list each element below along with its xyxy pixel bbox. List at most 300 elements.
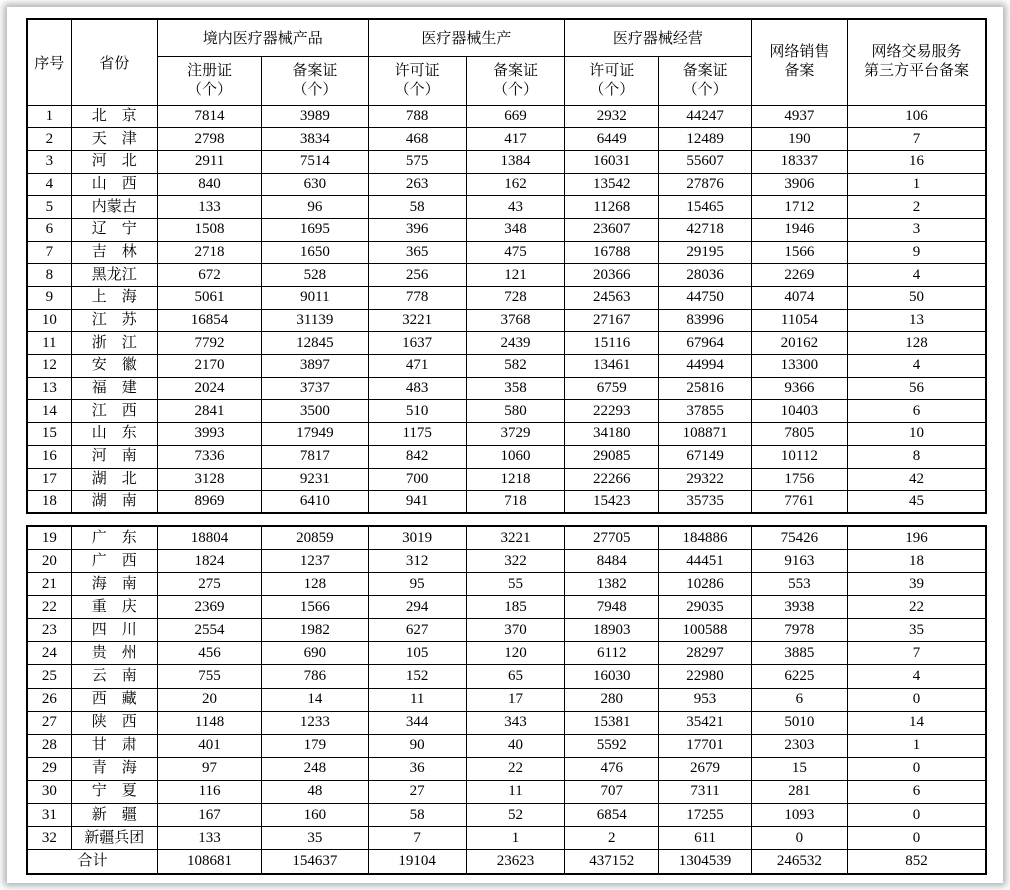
row-number-cell: 25 [27, 665, 71, 688]
value-cell: 582 [466, 355, 564, 378]
value-cell: 133 [157, 196, 261, 219]
province-cell: 安 徽 [71, 355, 157, 378]
value-cell: 29322 [659, 468, 751, 491]
value-cell: 27705 [565, 526, 659, 549]
province-cell: 西 藏 [71, 688, 157, 711]
value-cell: 2 [565, 827, 659, 850]
table-row [27, 423, 986, 446]
value-cell: 36 [368, 757, 466, 780]
table-row [27, 332, 986, 355]
value-cell: 3768 [466, 309, 564, 332]
row-number-cell: 13 [27, 377, 71, 400]
row-number-cell: 21 [27, 573, 71, 596]
value-cell: 10403 [751, 400, 847, 423]
value-cell: 120 [466, 642, 564, 665]
value-cell: 44750 [659, 287, 751, 310]
province-cell: 陕 西 [71, 711, 157, 734]
value-cell: 128 [848, 332, 987, 355]
total-row [27, 850, 986, 874]
value-cell: 52 [466, 804, 564, 827]
value-cell: 45 [848, 491, 987, 514]
value-cell: 4 [848, 264, 987, 287]
value-cell: 22 [466, 757, 564, 780]
value-cell: 43 [466, 196, 564, 219]
table-row [27, 827, 986, 850]
value-cell: 1946 [751, 218, 847, 241]
value-cell: 669 [466, 105, 564, 128]
value-cell: 2369 [157, 596, 261, 619]
value-cell: 50 [848, 287, 987, 310]
value-cell: 1637 [368, 332, 466, 355]
value-cell: 3885 [751, 642, 847, 665]
value-cell: 1384 [466, 150, 564, 173]
table-row [27, 218, 986, 241]
value-cell: 1756 [751, 468, 847, 491]
value-cell: 22 [847, 596, 986, 619]
province-cell: 湖 南 [71, 491, 157, 514]
value-cell: 3221 [368, 309, 466, 332]
col-header-filing-cert-operation: 备案证 （个） [659, 56, 751, 105]
value-cell: 35 [262, 827, 368, 850]
value-cell: 1 [466, 827, 564, 850]
total-value-cell: 23623 [466, 850, 564, 874]
value-cell: 40 [466, 734, 564, 757]
value-cell: 3 [848, 218, 987, 241]
value-cell: 31139 [262, 309, 368, 332]
value-cell: 3938 [751, 596, 847, 619]
table-row [27, 196, 986, 219]
value-cell: 27167 [565, 309, 659, 332]
value-cell: 13461 [565, 355, 659, 378]
table-row [27, 757, 986, 780]
value-cell: 18804 [157, 526, 261, 549]
value-cell: 7 [848, 128, 987, 151]
row-number-cell: 23 [27, 619, 71, 642]
value-cell: 1566 [262, 596, 368, 619]
value-cell: 4 [848, 355, 987, 378]
value-cell: 6759 [565, 377, 659, 400]
province-cell: 云 南 [71, 665, 157, 688]
value-cell: 456 [157, 642, 261, 665]
table-row [27, 780, 986, 803]
value-cell: 11268 [565, 196, 659, 219]
value-cell: 2841 [157, 400, 261, 423]
value-cell: 1712 [751, 196, 847, 219]
table-row [27, 549, 986, 572]
value-cell: 294 [368, 596, 466, 619]
row-number-cell: 20 [27, 549, 71, 572]
value-cell: 15465 [659, 196, 751, 219]
province-cell: 河 南 [71, 445, 157, 468]
value-cell: 700 [368, 468, 466, 491]
total-value-cell: 108681 [157, 850, 261, 874]
table-row [27, 287, 986, 310]
province-cell: 山 西 [71, 173, 157, 196]
value-cell: 7814 [157, 105, 261, 128]
value-cell: 5010 [751, 711, 847, 734]
value-cell: 5592 [565, 734, 659, 757]
value-cell: 42718 [659, 218, 751, 241]
row-number-cell: 5 [27, 196, 71, 219]
value-cell: 6449 [565, 128, 659, 151]
table-row [27, 173, 986, 196]
value-cell: 7817 [262, 445, 368, 468]
province-cell: 贵 州 [71, 642, 157, 665]
value-cell: 8 [848, 445, 987, 468]
table-row [27, 445, 986, 468]
value-cell: 358 [466, 377, 564, 400]
value-cell: 11 [466, 780, 564, 803]
value-cell: 0 [847, 688, 986, 711]
province-cell: 四 川 [71, 619, 157, 642]
value-cell: 786 [262, 665, 368, 688]
row-number-cell: 4 [27, 173, 71, 196]
value-cell: 133 [157, 827, 261, 850]
table-row [27, 400, 986, 423]
value-cell: 1233 [262, 711, 368, 734]
value-cell: 15381 [565, 711, 659, 734]
table-row [27, 105, 986, 128]
province-cell: 新疆兵团 [71, 827, 157, 850]
value-cell: 128 [262, 573, 368, 596]
value-cell: 1093 [751, 804, 847, 827]
value-cell: 2170 [157, 355, 261, 378]
value-cell: 263 [368, 173, 466, 196]
total-value-cell: 19104 [368, 850, 466, 874]
platform-line2: 第三方平台备案 [863, 63, 969, 80]
value-cell: 370 [466, 619, 564, 642]
value-cell: 6 [847, 780, 986, 803]
row-number-cell: 3 [27, 150, 71, 173]
value-cell: 7948 [565, 596, 659, 619]
province-cell: 江 西 [71, 400, 157, 423]
value-cell: 483 [368, 377, 466, 400]
value-cell: 6112 [565, 642, 659, 665]
value-cell: 1237 [262, 549, 368, 572]
value-cell: 778 [368, 287, 466, 310]
table-row [27, 309, 986, 332]
value-cell: 322 [466, 549, 564, 572]
row-number-cell: 6 [27, 218, 71, 241]
value-cell: 105 [368, 642, 466, 665]
value-cell: 1508 [157, 218, 261, 241]
value-cell: 10 [848, 423, 987, 446]
table-row [27, 711, 986, 734]
value-cell: 20366 [565, 264, 659, 287]
col-header-xuhao: 序号 [27, 19, 71, 105]
value-cell: 28297 [659, 642, 751, 665]
value-cell: 17701 [659, 734, 751, 757]
province-cell: 新 疆 [71, 804, 157, 827]
value-cell: 707 [565, 780, 659, 803]
table-body-section-1 [27, 105, 986, 513]
value-cell: 20 [157, 688, 261, 711]
stats-table-section-1 [26, 18, 987, 514]
value-cell: 27 [368, 780, 466, 803]
value-cell: 941 [368, 491, 466, 514]
value-cell: 160 [262, 804, 368, 827]
value-cell: 90 [368, 734, 466, 757]
row-number-cell: 2 [27, 128, 71, 151]
value-cell: 55 [466, 573, 564, 596]
province-cell: 吉 林 [71, 241, 157, 264]
value-cell: 1695 [262, 218, 368, 241]
value-cell: 1650 [262, 241, 368, 264]
value-cell: 7336 [157, 445, 261, 468]
value-cell: 7792 [157, 332, 261, 355]
value-cell: 630 [262, 173, 368, 196]
value-cell: 0 [847, 804, 986, 827]
province-cell: 天 津 [71, 128, 157, 151]
value-cell: 575 [368, 150, 466, 173]
table-row [27, 619, 986, 642]
value-cell: 7761 [751, 491, 847, 514]
online-sales-line2: 备案 [784, 63, 815, 80]
value-cell: 58 [368, 196, 466, 219]
col-header-filing-cert-production: 备案证 （个） [466, 56, 564, 105]
row-number-cell: 12 [27, 355, 71, 378]
table-row [27, 596, 986, 619]
value-cell: 2798 [157, 128, 261, 151]
total-value-cell: 852 [847, 850, 986, 874]
table-row [27, 150, 986, 173]
value-cell: 17 [466, 688, 564, 711]
value-cell: 7514 [262, 150, 368, 173]
value-cell: 35421 [659, 711, 751, 734]
value-cell: 20859 [262, 526, 368, 549]
value-cell: 2439 [466, 332, 564, 355]
value-cell: 44247 [659, 105, 751, 128]
value-cell: 3737 [262, 377, 368, 400]
province-cell: 辽 宁 [71, 218, 157, 241]
value-cell: 1148 [157, 711, 261, 734]
value-cell: 1218 [466, 468, 564, 491]
value-cell: 7805 [751, 423, 847, 446]
value-cell: 11 [368, 688, 466, 711]
value-cell: 22293 [565, 400, 659, 423]
province-cell: 山 东 [71, 423, 157, 446]
value-cell: 29195 [659, 241, 751, 264]
value-cell: 3221 [466, 526, 564, 549]
value-cell: 196 [847, 526, 986, 549]
row-number-cell: 30 [27, 780, 71, 803]
value-cell: 2932 [565, 105, 659, 128]
value-cell: 35 [847, 619, 986, 642]
value-cell: 16 [848, 150, 987, 173]
col-group-domestic-products: 境内医疗器械产品 [157, 19, 368, 56]
value-cell: 44994 [659, 355, 751, 378]
value-cell: 18903 [565, 619, 659, 642]
value-cell: 185 [466, 596, 564, 619]
value-cell: 9163 [751, 549, 847, 572]
value-cell: 312 [368, 549, 466, 572]
value-cell: 2554 [157, 619, 261, 642]
table-row [27, 804, 986, 827]
value-cell: 3019 [368, 526, 466, 549]
value-cell: 9 [848, 241, 987, 264]
value-cell: 14 [847, 711, 986, 734]
value-cell: 1382 [565, 573, 659, 596]
value-cell: 116 [157, 780, 261, 803]
value-cell: 3897 [262, 355, 368, 378]
value-cell: 401 [157, 734, 261, 757]
platform-line1: 网络交易服务 [871, 43, 962, 60]
value-cell: 96 [262, 196, 368, 219]
value-cell: 67149 [659, 445, 751, 468]
value-cell: 9231 [262, 468, 368, 491]
value-cell: 4 [847, 665, 986, 688]
value-cell: 44451 [659, 549, 751, 572]
value-cell: 17949 [262, 423, 368, 446]
value-cell: 16031 [565, 150, 659, 173]
province-cell: 上 海 [71, 287, 157, 310]
value-cell: 7978 [751, 619, 847, 642]
value-cell: 1 [847, 734, 986, 757]
total-value-cell: 154637 [262, 850, 368, 874]
value-cell: 6225 [751, 665, 847, 688]
value-cell: 55607 [659, 150, 751, 173]
value-cell: 1824 [157, 549, 261, 572]
value-cell: 3906 [751, 173, 847, 196]
row-number-cell: 17 [27, 468, 71, 491]
province-cell: 海 南 [71, 573, 157, 596]
value-cell: 190 [751, 128, 847, 151]
table-body-section-2 [27, 526, 986, 873]
value-cell: 29085 [565, 445, 659, 468]
value-cell: 3500 [262, 400, 368, 423]
value-cell: 476 [565, 757, 659, 780]
province-cell: 浙 江 [71, 332, 157, 355]
province-cell: 福 建 [71, 377, 157, 400]
value-cell: 108871 [659, 423, 751, 446]
value-cell: 75426 [751, 526, 847, 549]
value-cell: 275 [157, 573, 261, 596]
value-cell: 25816 [659, 377, 751, 400]
value-cell: 17255 [659, 804, 751, 827]
value-cell: 42 [848, 468, 987, 491]
value-cell: 16030 [565, 665, 659, 688]
section-gap [26, 514, 1003, 525]
value-cell: 343 [466, 711, 564, 734]
row-number-cell: 8 [27, 264, 71, 287]
province-cell: 北 京 [71, 105, 157, 128]
value-cell: 162 [466, 173, 564, 196]
value-cell: 7 [847, 642, 986, 665]
stats-table-section-2 [26, 525, 987, 874]
value-cell: 100588 [659, 619, 751, 642]
table-row [27, 688, 986, 711]
table-row [27, 355, 986, 378]
table-row [27, 734, 986, 757]
value-cell: 65 [466, 665, 564, 688]
value-cell: 16854 [157, 309, 261, 332]
value-cell: 1982 [262, 619, 368, 642]
value-cell: 690 [262, 642, 368, 665]
total-value-cell: 1304539 [659, 850, 751, 874]
province-cell: 内蒙古 [71, 196, 157, 219]
value-cell: 248 [262, 757, 368, 780]
value-cell: 1060 [466, 445, 564, 468]
row-number-cell: 16 [27, 445, 71, 468]
row-number-cell: 10 [27, 309, 71, 332]
value-cell: 528 [262, 264, 368, 287]
value-cell: 9011 [262, 287, 368, 310]
col-header-shengfen: 省份 [71, 19, 157, 105]
value-cell: 365 [368, 241, 466, 264]
value-cell: 95 [368, 573, 466, 596]
value-cell: 22266 [565, 468, 659, 491]
table-row [27, 642, 986, 665]
col-header-license-production: 许可证 （个） [368, 56, 466, 105]
col-header-registration-cert: 注册证 （个） [157, 56, 261, 105]
value-cell: 0 [751, 827, 847, 850]
value-cell: 35735 [659, 491, 751, 514]
province-cell: 湖 北 [71, 468, 157, 491]
province-cell: 宁 夏 [71, 780, 157, 803]
value-cell: 167 [157, 804, 261, 827]
value-cell: 152 [368, 665, 466, 688]
value-cell: 553 [751, 573, 847, 596]
value-cell: 28036 [659, 264, 751, 287]
total-label-cell: 合计 [27, 850, 157, 874]
value-cell: 471 [368, 355, 466, 378]
value-cell: 1566 [751, 241, 847, 264]
value-cell: 1175 [368, 423, 466, 446]
value-cell: 15 [751, 757, 847, 780]
province-cell: 重 庆 [71, 596, 157, 619]
value-cell: 611 [659, 827, 751, 850]
col-group-operation: 医疗器械经营 [565, 19, 752, 56]
row-number-cell: 24 [27, 642, 71, 665]
value-cell: 20162 [751, 332, 847, 355]
value-cell: 10112 [751, 445, 847, 468]
col-header-license-operation: 许可证 （个） [565, 56, 659, 105]
value-cell: 1 [848, 173, 987, 196]
value-cell: 8969 [157, 491, 261, 514]
value-cell: 8484 [565, 549, 659, 572]
province-cell: 黑龙江 [71, 264, 157, 287]
value-cell: 7311 [659, 780, 751, 803]
document-sheet [7, 7, 1003, 883]
value-cell: 2269 [751, 264, 847, 287]
col-header-filing-cert-product: 备案证 （个） [262, 56, 368, 105]
value-cell: 344 [368, 711, 466, 734]
value-cell: 184886 [659, 526, 751, 549]
value-cell: 13300 [751, 355, 847, 378]
row-number-cell: 15 [27, 423, 71, 446]
value-cell: 2718 [157, 241, 261, 264]
value-cell: 179 [262, 734, 368, 757]
row-number-cell: 18 [27, 491, 71, 514]
value-cell: 3128 [157, 468, 261, 491]
online-sales-line1: 网络销售 [769, 43, 830, 60]
col-group-production: 医疗器械生产 [368, 19, 565, 56]
row-number-cell: 31 [27, 804, 71, 827]
value-cell: 2024 [157, 377, 261, 400]
value-cell: 18 [847, 549, 986, 572]
table-row [27, 468, 986, 491]
value-cell: 788 [368, 105, 466, 128]
value-cell: 10286 [659, 573, 751, 596]
value-cell: 15423 [565, 491, 659, 514]
value-cell: 510 [368, 400, 466, 423]
table-row [27, 573, 986, 596]
value-cell: 2 [848, 196, 987, 219]
value-cell: 29035 [659, 596, 751, 619]
value-cell: 0 [847, 757, 986, 780]
value-cell: 6410 [262, 491, 368, 514]
value-cell: 11054 [751, 309, 847, 332]
